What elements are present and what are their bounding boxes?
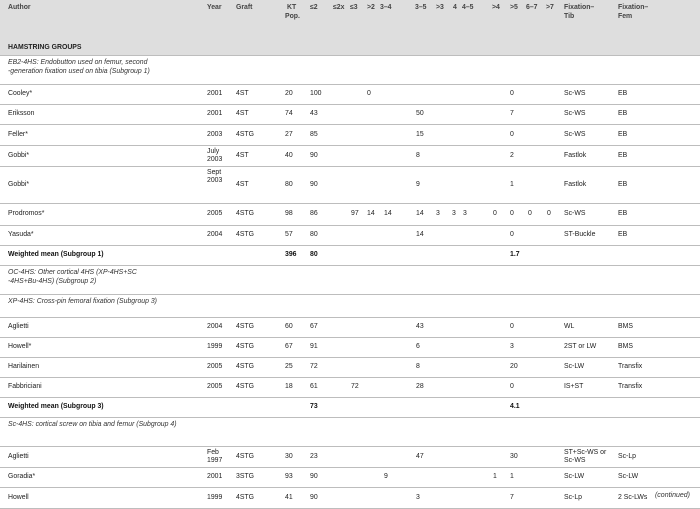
- header-gt2: >2: [367, 4, 375, 11]
- cell-fixtib: IS+ST: [564, 383, 584, 390]
- cell-fixfem: BMS: [618, 343, 633, 350]
- table-row: [0, 84, 700, 105]
- cell-kt: 41: [285, 493, 293, 501]
- cell-author: Fabbriciani: [8, 383, 42, 390]
- header-year: Year: [207, 4, 222, 11]
- continued-note: (continued): [654, 492, 690, 499]
- cell-author: Aglietti: [8, 323, 29, 330]
- subgroup-heading: OC-4HS: Other cortical 4HS (XP-4HS+SC: [8, 269, 137, 276]
- header-le3: ≤3: [350, 4, 358, 11]
- cell-kt: 60: [285, 323, 293, 330]
- cell-gt5: 0: [510, 90, 514, 97]
- cell-kt: 18: [285, 383, 293, 390]
- cell-gt4: 1: [493, 473, 497, 480]
- cell-year: 2001: [207, 473, 223, 480]
- cell-gt5: 30: [510, 452, 518, 460]
- cell-fixtib: 2ST or LW: [564, 343, 597, 350]
- header-gt5: >5: [510, 4, 518, 11]
- cell-year: 2003: [207, 130, 223, 138]
- cell-author: Weighted mean (Subgroup 3): [8, 403, 104, 410]
- cell-r35: 28: [416, 383, 424, 390]
- header-gt7: >7: [546, 4, 554, 11]
- header-gt4: >4: [492, 4, 500, 11]
- cell-author: Gobbi*: [8, 151, 30, 159]
- cell-fixfem: EB: [618, 130, 628, 138]
- cell-author: Yasuda*: [8, 231, 34, 238]
- weighted-mean-row: [0, 397, 700, 418]
- cell-gt5: 0: [510, 210, 514, 217]
- cell-fixfem: Sc-Lp: [618, 452, 637, 460]
- cell-graft: 4STG: [236, 493, 254, 501]
- cell-kt: 20: [285, 90, 293, 97]
- cell-r35: 8: [416, 151, 420, 159]
- cell-gt5: 4.1: [510, 403, 520, 410]
- cell-graft: 4STG: [236, 130, 254, 138]
- cell-fixtib: Fastlok: [564, 180, 587, 188]
- cell-year: 2004: [207, 323, 223, 330]
- cell-le2: 23: [310, 452, 318, 460]
- header-le2x: ≤2x: [333, 4, 345, 11]
- cell-graft: 4ST: [236, 151, 249, 159]
- cell-year: 1999: [207, 343, 223, 350]
- cell-le2: 90: [310, 180, 318, 188]
- table-row: [0, 203, 700, 226]
- cell-fixtib: WL: [564, 323, 575, 330]
- cell-graft: 4STG: [236, 452, 254, 460]
- cell-author: Feller*: [8, 130, 28, 138]
- subgroup-heading: -4HS+Bu-4HS) (Subgroup 2): [8, 278, 97, 285]
- cell-gt5: 7: [510, 493, 514, 501]
- cell-kt: 40: [285, 151, 293, 159]
- cell-graft: 4ST: [236, 90, 249, 97]
- cell-fixfem: EB: [618, 110, 628, 117]
- header-gt3: >3: [436, 4, 444, 11]
- cell-le2: 85: [310, 130, 318, 138]
- cell-year: July 2003: [207, 148, 223, 163]
- cell-r35: 6: [416, 343, 420, 350]
- cell-r35: 50: [416, 110, 424, 117]
- cell-fixfem: EB: [618, 231, 628, 238]
- subgroup-heading: XP-4HS: Cross-pin femoral fixation (Subgroup 3): [8, 298, 157, 305]
- header-r35: 3–5: [415, 4, 427, 11]
- cell-gt5: 1.7: [510, 251, 520, 258]
- cell-kt: 80: [285, 180, 293, 188]
- cell-author: Harilainen: [8, 363, 40, 370]
- cell-fixfem: 2 Sc-LWs: [618, 493, 648, 501]
- cell-le2: 73: [310, 403, 318, 410]
- cell-author: Eriksson: [8, 110, 35, 117]
- cell-r35: 14: [416, 231, 424, 238]
- header-fixfem2: Fem: [618, 13, 633, 20]
- subgroup-heading: Sc-4HS: cortical screw on tibia and femur (Subgroup 4): [8, 421, 177, 428]
- table-row: [0, 357, 700, 378]
- cell-kt: 25: [285, 363, 293, 370]
- cell-author: Howell*: [8, 343, 32, 350]
- cell-fixtib: Fastlok: [564, 151, 587, 159]
- cell-year: 2004: [207, 231, 223, 238]
- weighted-mean-row: [0, 245, 700, 266]
- cell-fixfem: Transfix: [618, 363, 643, 370]
- cell-le2: 80: [310, 231, 318, 238]
- header-kt2: Pop.: [285, 13, 300, 20]
- cell-r35: 8: [416, 363, 420, 370]
- table-row: [0, 377, 700, 398]
- cell-fixtib: Sc-WS: [564, 210, 586, 217]
- cell-kt: 396: [285, 251, 297, 258]
- cell-kt: 93: [285, 473, 293, 480]
- cell-author: Prodromos*: [8, 210, 45, 217]
- cell-year: 2005: [207, 383, 223, 390]
- header-fixtib2: Tib: [564, 13, 575, 20]
- cell-le2: 100: [310, 90, 322, 97]
- cell-le2: 67: [310, 323, 318, 330]
- cell-le3: 97: [351, 210, 359, 217]
- cell-le2: 90: [310, 151, 318, 159]
- cell-year: 2001: [207, 90, 223, 97]
- header-r45: 4–5: [462, 4, 474, 11]
- cell-gt4: 0: [493, 210, 497, 217]
- cell-year: Sept 2003: [207, 169, 223, 184]
- cell-gt2: 0: [367, 90, 371, 97]
- header-r67: 6–7: [526, 4, 538, 11]
- cell-fixtib: Sc-WS: [564, 90, 586, 97]
- header-fixfem1: Fixation–: [618, 4, 649, 11]
- cell-r35: 43: [416, 323, 424, 330]
- cell-r35: 14: [416, 210, 424, 217]
- cell-fixfem: EB: [618, 90, 628, 97]
- cell-r45: 3: [463, 210, 467, 217]
- cell-r35: 47: [416, 452, 424, 460]
- header-kt1: KT: [287, 4, 297, 11]
- cell-fixtib: ST-Buckle: [564, 231, 596, 238]
- cell-kt: 98: [285, 210, 293, 217]
- cell-le2: 90: [310, 473, 318, 480]
- cell-gt5: 20: [510, 363, 518, 370]
- cell-author: Howell: [8, 493, 29, 501]
- table-row: [0, 467, 700, 488]
- cell-fixfem: Sc-LW: [618, 473, 639, 480]
- cell-gt5: 0: [510, 383, 514, 390]
- cell-r35: 3: [416, 493, 420, 501]
- cell-fixfem: BMS: [618, 323, 633, 330]
- cell-fixtib: Sc-WS: [564, 130, 586, 138]
- cell-gt5: 3: [510, 343, 514, 350]
- cell-year: 2001: [207, 110, 223, 117]
- cell-fixfem: EB: [618, 151, 628, 159]
- cell-gt7: 0: [547, 210, 551, 217]
- cell-le2: 80: [310, 251, 318, 258]
- table-row: [0, 487, 700, 509]
- cell-kt: 67: [285, 343, 293, 350]
- header-r34: 3–4: [380, 4, 392, 11]
- table-row: [0, 317, 700, 338]
- cell-graft: 4STG: [236, 231, 254, 238]
- cell-graft: 3STG: [236, 473, 254, 480]
- cell-year: 2005: [207, 363, 223, 370]
- table-row: [0, 124, 700, 146]
- cell-kt: 30: [285, 452, 293, 460]
- cell-author: Goradia*: [8, 473, 36, 480]
- cell-fixfem: EB: [618, 210, 628, 217]
- cell-kt: 27: [285, 130, 293, 138]
- subgroup-heading: -generation fixation used on tibia (Subgroup 1): [8, 68, 150, 75]
- cell-year: 2005: [207, 210, 223, 217]
- cell-r35: 9: [416, 180, 420, 188]
- cell-le2: 90: [310, 493, 318, 501]
- cell-gt5: 2: [510, 151, 514, 159]
- cell-author: Weighted mean (Subgroup 1): [8, 251, 104, 258]
- header-c4: 4: [453, 4, 457, 11]
- cell-author: Gobbi*: [8, 180, 30, 188]
- cell-gt5: 7: [510, 110, 514, 117]
- cell-le2: 91: [310, 343, 318, 350]
- cell-r67: 0: [528, 210, 532, 217]
- cell-le2: 43: [310, 110, 318, 117]
- cell-gt5: 0: [510, 130, 514, 138]
- cell-graft: 4STG: [236, 363, 254, 370]
- cell-fixtib: Sc-WS: [564, 110, 586, 117]
- table-row: [0, 166, 700, 204]
- cell-r34: 14: [384, 210, 392, 217]
- cell-gt5: 1: [510, 180, 514, 188]
- cell-graft: 4STG: [236, 343, 254, 350]
- cell-graft: 4STG: [236, 323, 254, 330]
- cell-kt: 57: [285, 231, 293, 238]
- cell-graft: 4STG: [236, 383, 254, 390]
- cell-year: Feb 1997: [207, 449, 223, 464]
- cell-kt: 74: [285, 110, 293, 117]
- cell-le2: 86: [310, 210, 318, 217]
- cell-fixtib: Sc-LW: [564, 473, 585, 480]
- section-title-row: [0, 40, 700, 56]
- cell-fixtib: ST+Sc-WS or Sc-WS: [564, 449, 607, 464]
- cell-fixfem: EB: [618, 180, 628, 188]
- cell-le3: 72: [351, 383, 359, 390]
- table-row: [0, 104, 700, 125]
- cell-author: Cooley*: [8, 90, 33, 97]
- cell-fixfem: Transfix: [618, 383, 643, 390]
- cell-fixtib: Sc-LW: [564, 363, 585, 370]
- cell-gt5: 0: [510, 323, 514, 330]
- header-graft: Graft: [236, 4, 253, 11]
- cell-le2: 72: [310, 363, 318, 370]
- cell-gt3: 3: [436, 210, 440, 217]
- cell-year: 1999: [207, 493, 223, 501]
- header-le2: ≤2: [310, 4, 318, 11]
- cell-fixtib: Sc-Lp: [564, 493, 583, 501]
- cell-graft: 4ST: [236, 180, 249, 188]
- cell-author: Aglietti: [8, 452, 29, 460]
- header-fixtib1: Fixation–: [564, 4, 595, 11]
- cell-r35: 15: [416, 130, 424, 138]
- cell-le2: 61: [310, 383, 318, 390]
- cell-gt5: 1: [510, 473, 514, 480]
- cell-graft: 4ST: [236, 110, 249, 117]
- cell-c4: 3: [452, 210, 456, 217]
- table-row: [0, 145, 700, 167]
- section-title: HAMSTRING GROUPS: [8, 44, 82, 51]
- header-author: Author: [8, 4, 31, 11]
- cell-gt5: 0: [510, 231, 514, 238]
- cell-gt2: 14: [367, 210, 375, 217]
- cell-graft: 4STG: [236, 210, 254, 217]
- cell-r34: 9: [384, 473, 388, 480]
- subgroup-heading: EB2-4HS: Endobutton used on femur, second: [8, 59, 148, 66]
